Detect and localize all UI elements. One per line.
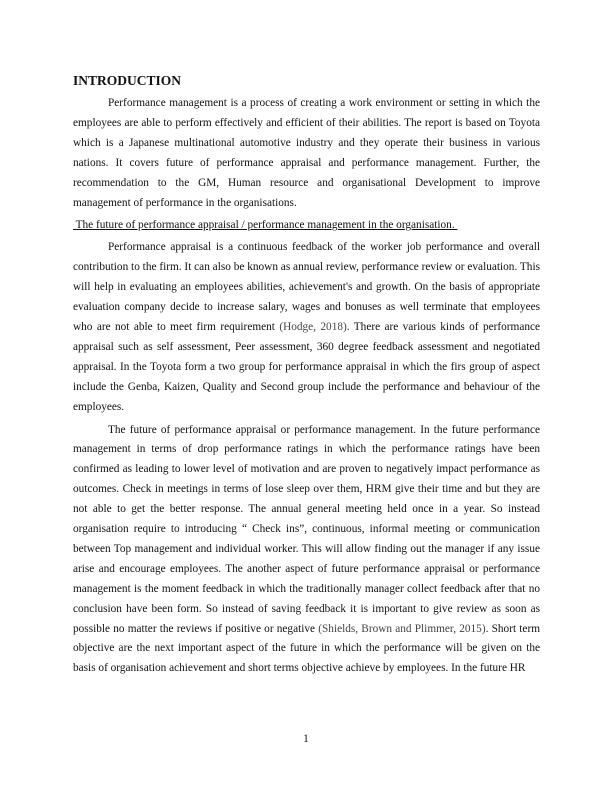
subsection-heading: The future of performance appraisal / performance management in the organisation. xyxy=(73,219,458,232)
appraisal-text-cont: . There are various kinds of performance appraisal such as self assessment, Peer assessment, 360 degree feedback assessment and negotiated appraisal. In the Toyota form a two group for performance appraisal in which the firs group of aspect include the Genba, Kaizen, Quality and Second group include the performance and behaviour of the employees. xyxy=(73,320,541,413)
citation-shields: (Shields, Brown and Plimmer, 2015) xyxy=(318,622,486,635)
intro-paragraph: Performance management is a process of creating a work environment or setting in which the employees are able to perform effectively and efficient of their abilities. The report is based on Toyota which is a Japanese multinational automotive industry and they operate their business in various nations. It covers future of performance appraisal and performance management. Further, the recommendation to the GM, Human resource and organisational Development to improve management of performance in the organisations. xyxy=(73,97,540,209)
page-content xyxy=(73,72,540,682)
future-text: The future of performance appraisal or performance management. In the future performance management in terms of drop performance ratings in which the performance ratings have been confirmed as leading to lower level of motivation and are proven to negatively impact performance as outcomes. Check in meetings in terms of lose sleep over them, HRM give their time and but they are not able to get the better response. The annual general meeting held once in a year. So instead organisation require to introducing “ Check ins”, continuous, informal meeting or communication between Top management and individual worker. This will allow finding out the manager if any issue arise and encourage employees. The another aspect of future performance appraisal or performance management is the moment feedback in which the traditionally manager collect feedback after that no conclusion have been form. So instead of saving feedback it is important to give review as soon as possible no matter the reviews if positive or negative xyxy=(73,423,540,635)
section-heading: INTRODUCTION xyxy=(73,73,182,88)
future-text-cont: . Short term objective are the next important aspect of the future in which the performance will be given on the basis of organisation achievement and short terms objective achieve by employees. In the future HR xyxy=(73,622,540,675)
appraisal-paragraph xyxy=(73,238,540,417)
citation-hodge: (Hodge, 2018) xyxy=(279,320,347,333)
appraisal-text: Performance appraisal is a continuous feedback of the worker job performance and overall contribution to the firm. It can also be known as annual review, performance review or evaluation. This will help in evaluating an employees abilities, achievement's and growth. On the basis of appropriate evaluation company decide to increase salary, wages and bonuses as well terminate that employees who are not able to meet firm requirement xyxy=(73,241,540,333)
future-paragraph xyxy=(73,421,540,680)
page-number: 1 xyxy=(303,733,309,745)
